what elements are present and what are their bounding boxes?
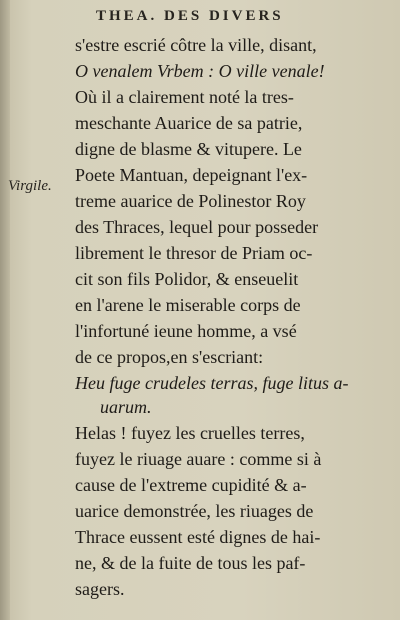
running-title: THEA. DES DIVERS — [96, 8, 284, 24]
text-line: uarum. — [100, 397, 152, 417]
text-line: meschante Auarice de sa patrie, — [75, 113, 303, 133]
text-line: fuyez le riuage auare : comme si à — [75, 449, 322, 469]
margin-note: Virgile. — [8, 178, 52, 194]
text-line: O venalem Vrbem : O ville venale! — [75, 61, 325, 81]
text-line: cause de l'extreme cupidité & a- — [75, 475, 307, 495]
text-line: l'infortuné ieune homme, a vsé — [75, 321, 297, 341]
text-line: des Thraces, lequel pour posseder — [75, 217, 319, 237]
page-gutter — [0, 0, 10, 620]
text-line: en l'arene le miserable corps de — [75, 295, 301, 315]
text-line: Helas ! fuyez les cruelles terres, — [75, 423, 305, 443]
text-line: s'estre escrié côtre la ville, disant, — [75, 35, 317, 55]
text-line: Thrace eussent esté dignes de hai- — [75, 527, 321, 547]
text-line: sagers. — [75, 579, 125, 599]
text-line: librement le thresor de Priam oc- — [75, 243, 313, 263]
text-line: uarice demonstrée, les riuages de — [75, 501, 314, 521]
text-line: treme auarice de Polinestor Roy — [75, 191, 306, 211]
text-line: ne, & de la fuite de tous les paf- — [75, 553, 306, 573]
text-line: de ce propos,en s'escriant: — [75, 347, 264, 367]
text-line: cit son fils Polidor, & enseuelit — [75, 269, 299, 289]
text-line: digne de blasme & vitupere. Le — [75, 139, 302, 159]
text-line: Heu fuge crudeles terras, fuge litus a- — [75, 373, 349, 393]
text-line: Poete Mantuan, depeignant l'ex- — [75, 165, 308, 185]
text-line: Où il a clairement noté la tres- — [75, 87, 294, 107]
